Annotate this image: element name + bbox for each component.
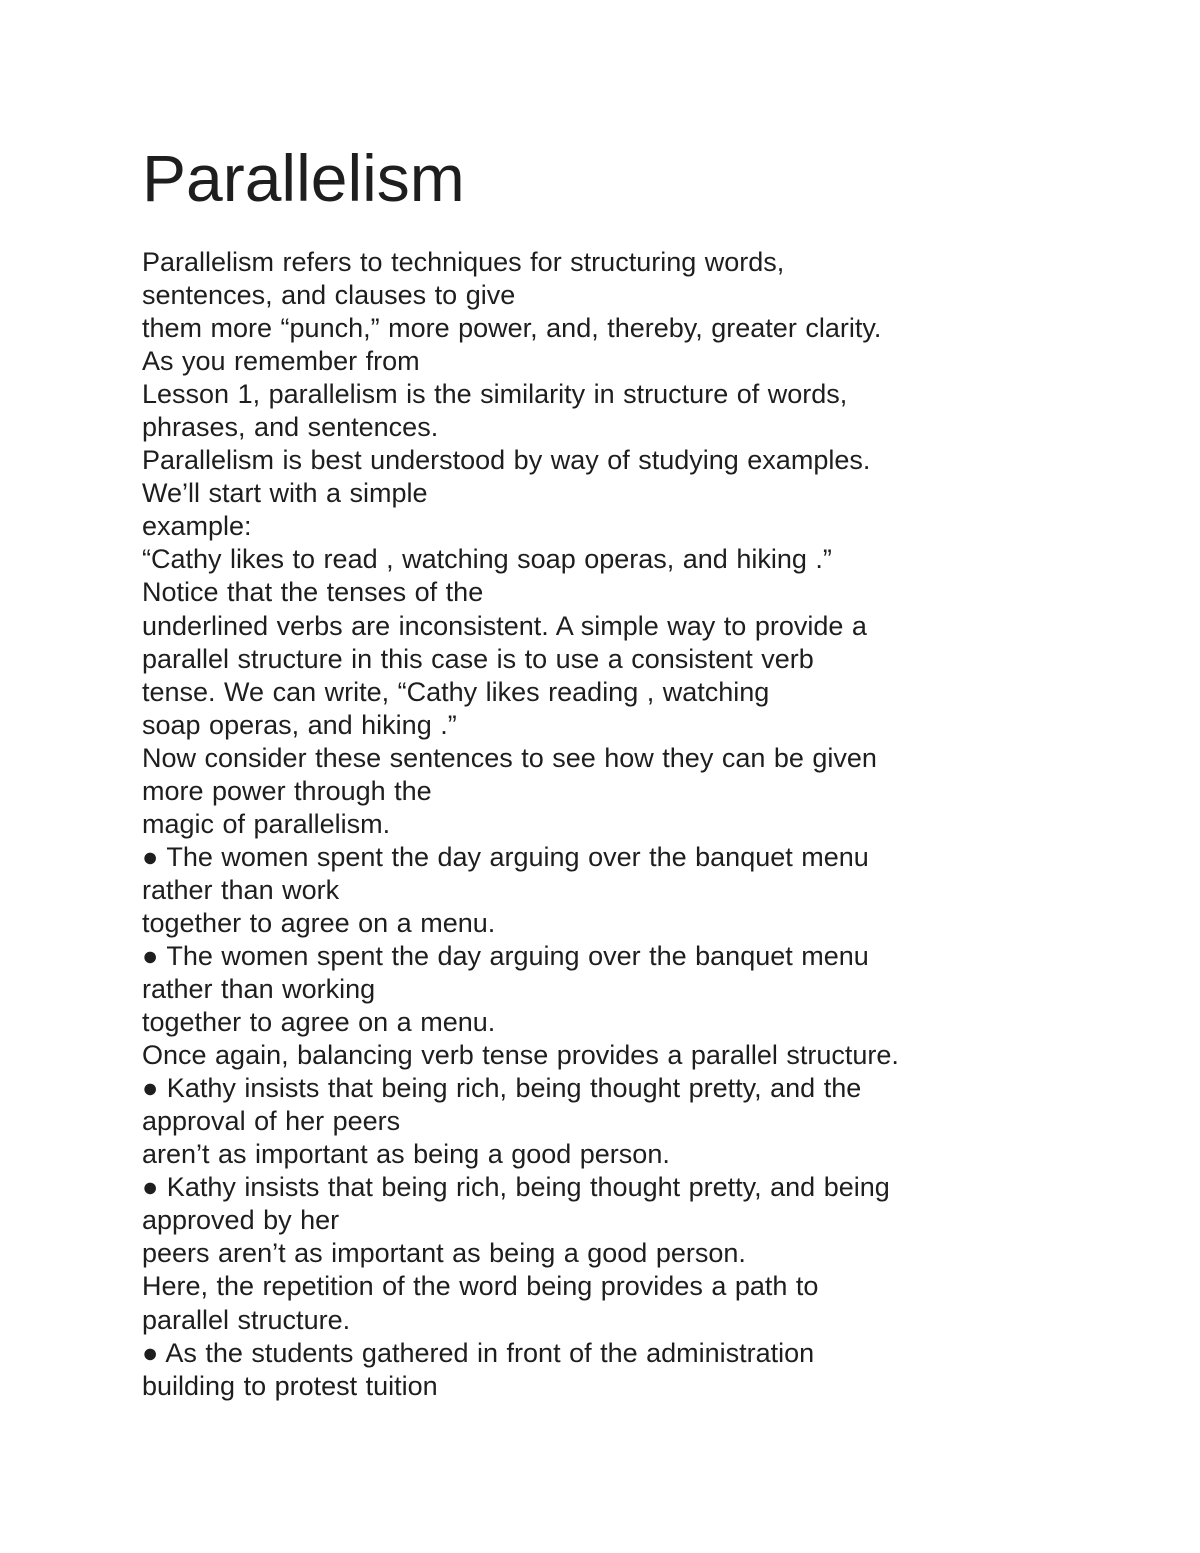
text-line: Here, the repetition of the word being provides a path to [142,1271,819,1302]
text-line: We’ll start with a simple [142,478,428,509]
text-line: soap operas, and hiking .” [142,709,457,740]
document-body [142,246,1072,1403]
text-line: together to agree on a menu. [142,1007,496,1038]
text-line: ● Kathy insists that being rich, being thought pretty, and being [142,1172,890,1203]
text-line: rather than work [142,874,340,905]
text-line: As you remember from [142,346,420,377]
text-line: parallel structure in this case is to use a consistent verb [142,643,814,674]
text-line: ● The women spent the day arguing over the banquet menu [142,841,869,872]
text-line: ● Kathy insists that being rich, being thought pretty, and the [142,1073,862,1104]
text-line: building to protest tuition [142,1370,438,1401]
text-line: Lesson 1, parallelism is the similarity in structure of words, [142,379,848,410]
text-line: peers aren’t as important as being a good person. [142,1238,746,1269]
text-line: approved by her [142,1205,340,1236]
text-line: parallel structure. [142,1304,351,1335]
text-line: magic of parallelism. [142,808,391,839]
text-line: Once again, balancing verb tense provides a parallel structure. [142,1040,899,1071]
text-line: Notice that the tenses of the [142,577,484,608]
text-line: underlined verbs are inconsistent. A simple way to provide a [142,610,867,641]
text-line: rather than working [142,974,376,1005]
text-line: tense. We can write, “Cathy likes reading , watching [142,676,770,707]
text-line: phrases, and sentences. [142,412,439,443]
text-line: approval of her peers [142,1106,401,1137]
text-line: them more “punch,” more power, and, thereby, greater clarity. [142,313,882,344]
document-title: Parallelism [142,141,465,215]
text-line: “Cathy likes to read , watching soap operas, and hiking .” [142,544,832,575]
text-line: Now consider these sentences to see how they can be given [142,742,877,773]
text-line: aren’t as important as being a good person. [142,1139,670,1170]
text-line: sentences, and clauses to give [142,280,516,311]
text-line: Parallelism is best understood by way of studying examples. [142,445,871,476]
text-line: more power through the [142,775,432,806]
text-line: ● As the students gathered in front of the administration [142,1337,815,1368]
text-line: example: [142,511,252,542]
text-line: Parallelism refers to techniques for structuring words, [142,247,785,277]
text-line: ● The women spent the day arguing over the banquet menu [142,940,869,971]
text-line: together to agree on a menu. [142,907,496,938]
